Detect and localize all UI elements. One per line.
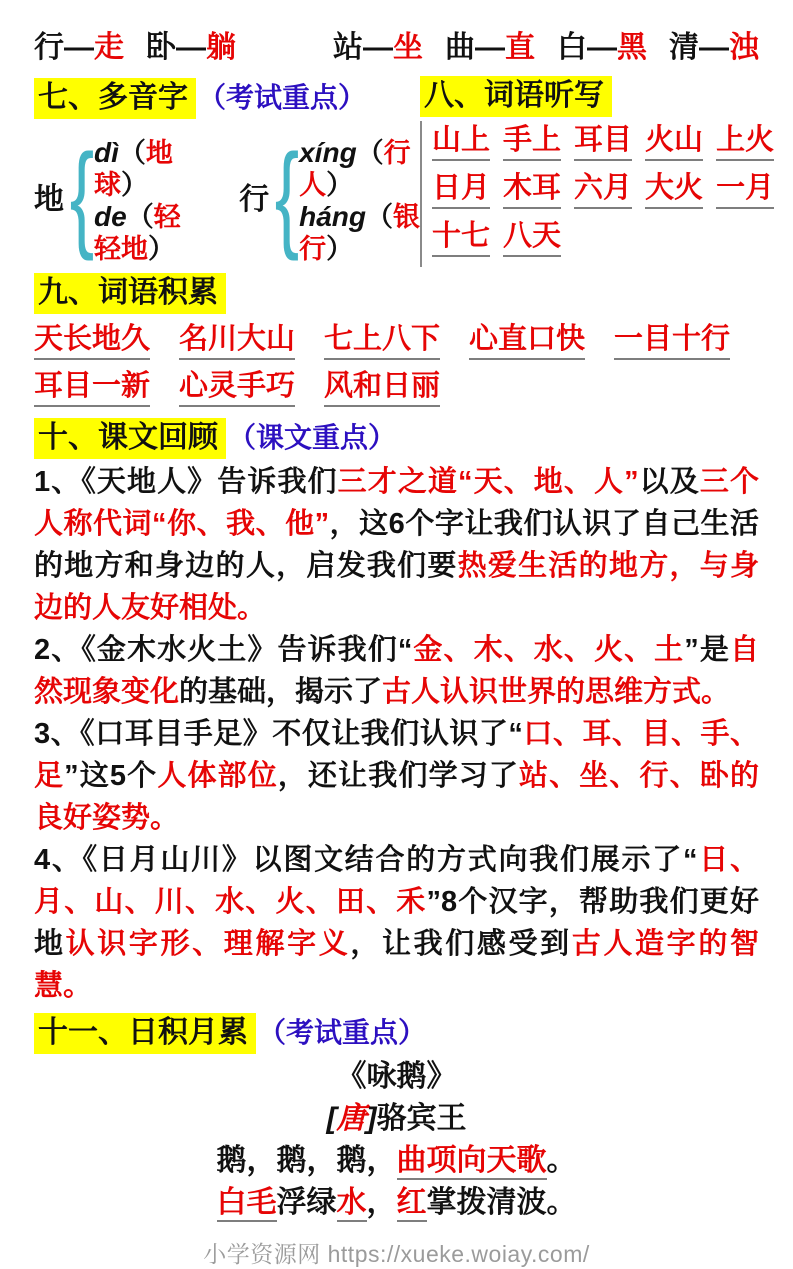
pinyin-label: de xyxy=(94,201,127,232)
poem-title: 《咏鹅》 xyxy=(336,1060,457,1093)
text-segment: ] xyxy=(366,1102,377,1135)
idiom-word: 一目十行 xyxy=(614,322,730,360)
text-segment: 浊 xyxy=(729,31,759,64)
text-segment: ”8个汉字，帮助我们更好地 xyxy=(34,886,759,960)
idiom-word: 天长地久 xyxy=(34,322,150,360)
section-note-polyphone: （考试重点） xyxy=(198,82,367,113)
text-segment: 银行 xyxy=(299,202,420,264)
text-segment: — xyxy=(363,31,393,64)
idiom-grid xyxy=(34,322,759,407)
text-segment: 口、耳、目、手、足 xyxy=(34,718,759,792)
text-segment: 地球 xyxy=(94,138,173,200)
dictation-word-list xyxy=(420,121,774,267)
text-segment: 白 xyxy=(557,31,587,64)
section-title-review: 十、课文回顾 xyxy=(34,418,226,459)
dictation-word: 山上 xyxy=(432,123,490,161)
text-segment: 行人 xyxy=(299,138,411,200)
idiom-word: 心灵手巧 xyxy=(179,369,295,407)
text-segment: 的基础，揭示了 xyxy=(179,676,383,708)
text-segment: ”是 xyxy=(684,634,730,666)
text-segment: 古人认识世界的思维方式。 xyxy=(382,676,731,708)
text-segment: 金、木、水、火、土 xyxy=(412,634,685,666)
polyphone-reading xyxy=(299,137,420,201)
text-segment: 水 xyxy=(337,1186,367,1222)
idiom-row xyxy=(34,369,759,407)
antonym-pair xyxy=(34,30,124,66)
polyphone-area xyxy=(34,121,420,267)
text-segment: 人体部位 xyxy=(157,760,278,792)
section-note-accumulation: （考试重点） xyxy=(258,1017,427,1048)
text-segment: 走 xyxy=(94,31,124,64)
text-segment: — xyxy=(587,31,617,64)
text-segment: 浮绿 xyxy=(276,1186,337,1219)
text-segment: ，让我们感受到 xyxy=(350,928,572,960)
text-segment: 唐 xyxy=(336,1102,367,1135)
polyphone-character: 行 xyxy=(239,183,270,216)
text-segment: 以及 xyxy=(638,466,700,498)
text-segment: （ xyxy=(366,202,393,232)
text-segment: 认识字形、理解字义 xyxy=(65,928,351,960)
text-segment: 古人造字的智慧。 xyxy=(34,928,759,1002)
text-segment: — xyxy=(475,31,505,64)
antonym-group-left xyxy=(34,30,236,66)
review-paragraph xyxy=(34,461,759,629)
idiom-word: 名川大山 xyxy=(179,322,295,360)
antonym-row xyxy=(34,30,759,66)
text-segment: 卧 xyxy=(146,31,176,64)
accumulation-header xyxy=(34,1011,759,1054)
section-title-dictation: 八、词语听写 xyxy=(420,76,612,117)
review-paragraph xyxy=(34,713,759,839)
text-segment: 躺 xyxy=(206,31,236,64)
text-segment: 自然现象变化 xyxy=(34,634,759,708)
text-segment: ， xyxy=(366,1186,397,1219)
poem-line xyxy=(34,1182,759,1224)
dictation-word: 大火 xyxy=(645,171,703,209)
text-segment: 4、《日月山川》以图文结合的方式向我们展示了“ xyxy=(34,844,698,876)
text-segment: 曲项向天歌 xyxy=(397,1144,547,1180)
text-segment: （ xyxy=(356,138,384,168)
idiom-row xyxy=(34,322,759,360)
pinyin-label: háng xyxy=(299,201,366,232)
text-segment: 3、《口耳目手足》不仅让我们认识了“ xyxy=(34,718,523,750)
section-note-review: （课文重点） xyxy=(228,422,397,453)
idiom-section xyxy=(34,273,759,407)
review-header xyxy=(34,416,759,459)
dictation-word: 上火 xyxy=(716,123,774,161)
dictation-word: 六月 xyxy=(574,171,632,209)
antonym-group-right xyxy=(333,30,759,66)
polyphone-block xyxy=(34,125,205,267)
text-segment: ） xyxy=(326,170,354,200)
antonym-pair xyxy=(146,30,236,66)
dictation-word: 木耳 xyxy=(503,171,561,209)
polyphone-reading xyxy=(94,137,205,201)
section-headers-row xyxy=(34,76,759,119)
text-segment: 鹅，鹅，鹅， xyxy=(216,1144,397,1177)
text-segment: 。 xyxy=(546,1186,577,1219)
text-segment: （ xyxy=(118,138,146,168)
dictation-word: 一月 xyxy=(716,171,774,209)
brace-icon: { xyxy=(274,130,300,262)
text-segment: ，还让我们学习了 xyxy=(277,760,519,792)
dictation-word: 八天 xyxy=(503,219,561,257)
idiom-word: 耳目一新 xyxy=(34,369,150,407)
text-segment: ） xyxy=(121,170,148,200)
dictation-word: 手上 xyxy=(503,123,561,161)
dictation-header xyxy=(420,76,612,117)
text-segment: 三才之道“天、地、人” xyxy=(337,466,639,498)
idiom-word: 心直口快 xyxy=(469,322,585,360)
antonym-pair xyxy=(445,30,535,66)
pinyin-label: xíng xyxy=(299,137,357,168)
text-segment: 三个人称代词“你、我、他” xyxy=(34,466,759,540)
text-segment: 轻轻地 xyxy=(94,202,181,264)
polyphone-readings xyxy=(94,137,205,264)
text-segment: 清 xyxy=(669,31,699,64)
text-segment: [ xyxy=(326,1102,337,1135)
text-segment: — xyxy=(176,31,206,64)
text-segment: 2、《金木水火土》告诉我们“ xyxy=(34,634,413,666)
section-title-idioms: 九、词语积累 xyxy=(34,273,226,314)
text-segment: ） xyxy=(148,234,175,264)
text-segment: ”这5个 xyxy=(64,760,158,792)
dictation-word: 日月 xyxy=(432,171,490,209)
section-title-accumulation: 十一、日积月累 xyxy=(34,1013,256,1054)
review-paragraph xyxy=(34,629,759,713)
idiom-word: 七上八下 xyxy=(324,322,440,360)
polyphone-readings xyxy=(299,137,420,264)
text-segment: （ xyxy=(126,202,154,232)
dictation-row xyxy=(432,171,774,209)
text-segment: 。 xyxy=(546,1144,577,1177)
idiom-word: 风和日丽 xyxy=(324,369,440,407)
antonym-pair xyxy=(557,30,647,66)
polyphone-character: 地 xyxy=(34,183,64,216)
brace-icon: { xyxy=(69,130,95,262)
text-segment: 坐 xyxy=(393,31,423,64)
text-segment: 日、月、山、川、水、火、田、禾 xyxy=(34,844,759,918)
pinyin-label: dì xyxy=(94,137,119,168)
polyphone-reading xyxy=(299,201,420,265)
text-segment: 骆宾王 xyxy=(376,1102,467,1135)
dictation-word: 十七 xyxy=(432,219,490,257)
text-segment: 黑 xyxy=(617,31,647,64)
text-segment: 1、《天地人》告诉我们 xyxy=(34,466,338,498)
text-segment: 曲 xyxy=(445,31,475,64)
text-segment: 站 xyxy=(333,31,363,64)
section-title-polyphone: 七、多音字 xyxy=(34,78,196,119)
review-paragraph xyxy=(34,839,759,1007)
text-segment: ，这6个字让我们认识了自己生活的地方和身边的人，启发我们要 xyxy=(34,508,759,582)
text-segment: 白毛 xyxy=(217,1186,277,1222)
text-segment: — xyxy=(699,31,729,64)
polyphone-block xyxy=(239,125,420,267)
polyphone-dictation-region xyxy=(34,121,775,267)
text-segment: — xyxy=(64,31,94,64)
text-segment: 行 xyxy=(34,31,64,64)
watermark-footer: 小学资源网 https://xueke.woiay.com/ xyxy=(203,1241,590,1267)
poem-lines xyxy=(34,1140,759,1224)
poem-line xyxy=(34,1140,759,1182)
text-segment: 站、坐、行、卧的良好姿势。 xyxy=(34,760,759,834)
dictation-row xyxy=(432,123,774,161)
poem-author xyxy=(34,1098,759,1140)
dictation-row xyxy=(432,219,774,257)
review-paragraphs xyxy=(34,461,759,1007)
text-segment: 红 xyxy=(397,1186,427,1222)
polyphone-reading xyxy=(94,201,205,265)
polyphone-header xyxy=(34,76,420,119)
antonym-pair xyxy=(333,30,423,66)
dictation-word: 火山 xyxy=(645,123,703,161)
text-segment: ） xyxy=(326,234,354,264)
poem xyxy=(34,1056,759,1224)
text-segment: 热爱生活的地方，与身边的人友好相处。 xyxy=(34,550,759,624)
text-segment: 掌拨清波 xyxy=(426,1186,547,1219)
dictation-word: 耳目 xyxy=(574,123,632,161)
text-segment: 直 xyxy=(505,31,535,64)
antonym-pair xyxy=(669,30,759,66)
